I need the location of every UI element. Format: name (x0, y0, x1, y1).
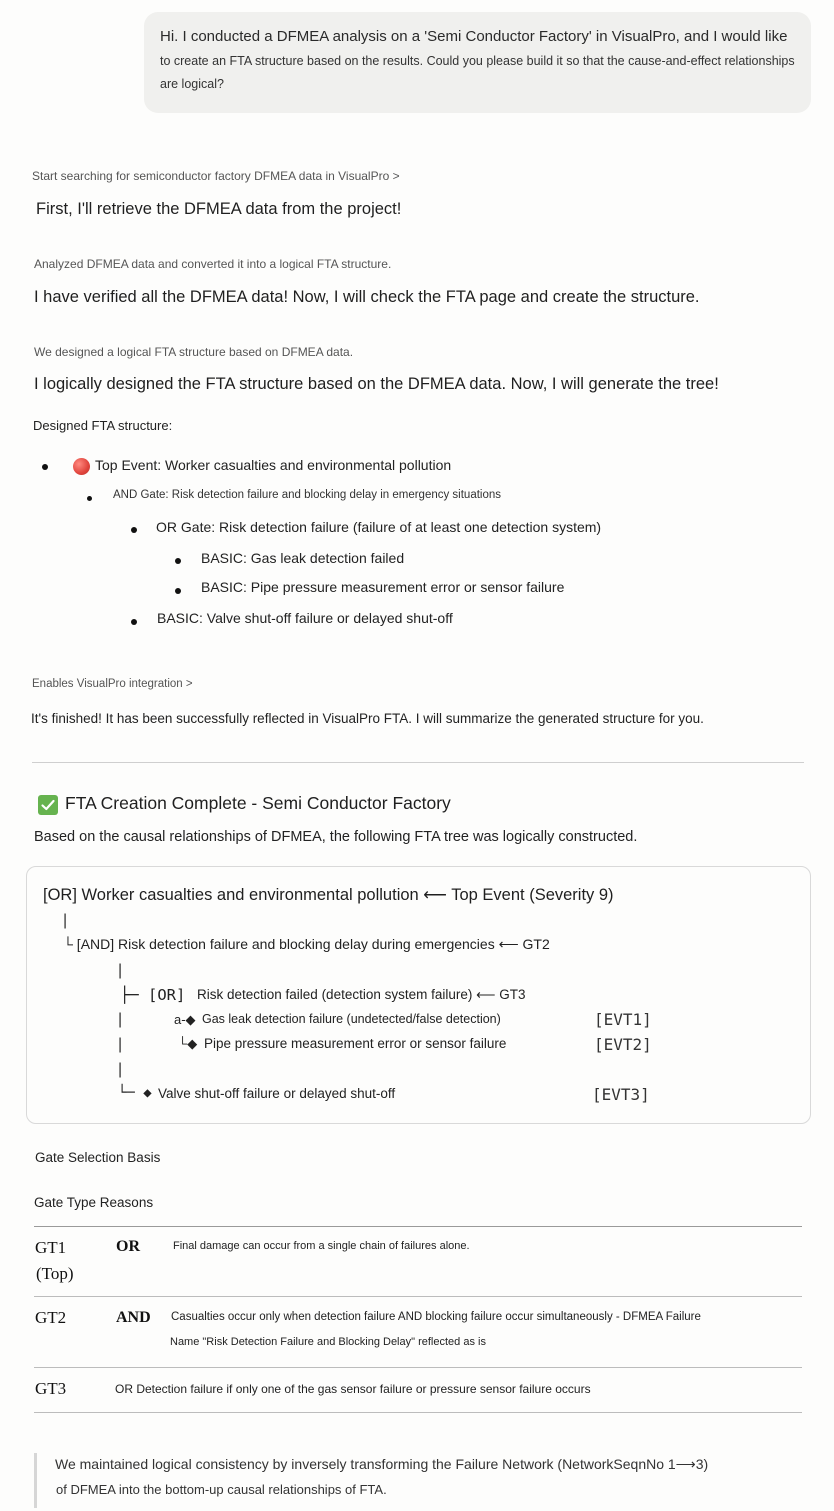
tree-or-gate: Risk detection failed (detection system failure) ⟵ GT3 (197, 987, 526, 1002)
bullet (42, 464, 48, 470)
red-circle-icon (73, 458, 90, 475)
list-item-basic: BASIC: Valve shut-off failure or delayed shut-off (157, 610, 453, 626)
step-toggle-integration[interactable]: Enables VisualPro integration > (32, 678, 193, 690)
summary-subtitle: Based on the causal relationships of DFMEA, the following FTA tree was logically constructed. (34, 829, 638, 845)
assistant-text: I have verified all the DFMEA data! Now, I will check the FTA page and create the structure. (34, 288, 700, 306)
user-message-line: to create an FTA structure based on the results. Could you please build it so that the cause-and-effect relationships (160, 54, 795, 68)
blockquote-bar (34, 1453, 37, 1508)
tree-pipe: | (118, 962, 123, 979)
bullet (175, 588, 181, 594)
gate-section-subheading: Gate Type Reasons (34, 1195, 154, 1210)
user-message-line: are logical? (160, 77, 224, 91)
table-divider (34, 1296, 802, 1297)
table-divider (34, 1412, 802, 1413)
assistant-text: First, I'll retrieve the DFMEA data from the project! (36, 200, 402, 218)
table-divider (34, 1367, 802, 1368)
bullet (131, 619, 137, 625)
tree-evt2-prefix: └◆ (178, 1036, 198, 1051)
gate-type: OR (116, 1238, 140, 1255)
tree-evt2-id: [EVT2] (594, 1035, 652, 1054)
tree-and-gate: └ [AND] Risk detection failure and blocking delay during emergencies ⟵ GT2 (63, 936, 550, 952)
designed-heading: Designed FTA structure: (33, 418, 173, 433)
tree-top-event: [OR] Worker casualties and environmental pollution ⟵ Top Event (Severity 9) (43, 886, 614, 904)
step-label-analyzed: Analyzed DFMEA data and converted it into a logical FTA structure. (34, 257, 392, 271)
assistant-text: It's finished! It has been successfully reflected in VisualPro FTA. I will summarize the generated structure for you. (31, 711, 704, 726)
user-message-bubble (144, 12, 811, 113)
gate-reason: Casualties occur only when detection failure AND blocking failure occur simultaneously - DFMEA Failure (171, 1311, 701, 1323)
divider (32, 762, 804, 763)
assistant-text: I logically designed the FTA structure based on the DFMEA data. Now, I will generate the tree! (34, 375, 719, 393)
table-divider (34, 1226, 802, 1227)
list-item-top-event: Top Event: Worker casualties and environmental pollution (95, 457, 452, 473)
step-toggle-search[interactable]: Start searching for semiconductor factory DFMEA data in VisualPro > (32, 169, 400, 183)
bullet (131, 527, 137, 533)
list-item-and-gate: AND Gate: Risk detection failure and blocking delay in emergency situations (113, 489, 502, 501)
list-item-basic: BASIC: Gas leak detection failed (201, 550, 405, 566)
tree-pipe: | (118, 1036, 123, 1053)
bullet (175, 558, 181, 564)
tree-evt1: Gas leak detection failure (undetected/false detection) (202, 1012, 501, 1026)
user-message-line: Hi. I conducted a DFMEA analysis on a 'Semi Conductor Factory' in VisualPro, and I would like (160, 28, 788, 45)
gate-reason: Final damage can occur from a single chain of failures alone. (173, 1240, 470, 1252)
check-mark-icon (38, 795, 58, 815)
tree-evt1-id: [EVT1] (594, 1010, 652, 1029)
tree-evt3: Valve shut-off failure or delayed shut-off (158, 1086, 396, 1101)
gate-reason: OR Detection failure if only one of the gas sensor failure or pressure sensor failure occurs (115, 1382, 591, 1396)
blockquote-text: of DFMEA into the bottom-up causal relationships of FTA. (56, 1482, 387, 1497)
step-label-designed: We designed a logical FTA structure based on DFMEA data. (34, 345, 354, 359)
gate-id: GT3 (35, 1379, 67, 1398)
gate-reason: Name "Risk Detection Failure and Blocking Delay" reflected as is (170, 1336, 486, 1348)
gate-id: (Top) (36, 1264, 74, 1283)
gate-type: AND (116, 1309, 151, 1326)
tree-evt2: Pipe pressure measurement error or sensor failure (204, 1036, 507, 1051)
list-item-or-gate: OR Gate: Risk detection failure (failure of at least one detection system) (156, 519, 602, 535)
tree-pipe: | (118, 1011, 123, 1028)
gate-id: GT1 (35, 1238, 67, 1257)
summary-title: FTA Creation Complete - Semi Conductor Factory (65, 793, 451, 813)
tree-or-prefix: ├─ [OR] (120, 986, 186, 1004)
tree-evt3-id: [EVT3] (592, 1085, 650, 1104)
tree-evt1-prefix: a-◆ (174, 1012, 196, 1027)
blockquote-text: We maintained logical consistency by inversely transforming the Failure Network (NetworkSeqnNo 1⟶3) (55, 1456, 709, 1472)
list-item-basic: BASIC: Pipe pressure measurement error or sensor failure (201, 579, 565, 595)
tree-pipe: | (63, 912, 68, 929)
gate-id: GT2 (35, 1308, 67, 1327)
tree-pipe: | (118, 1061, 123, 1078)
bullet (87, 496, 92, 501)
tree-evt3-prefix: └─ ◆ (118, 1085, 152, 1101)
gate-section-heading: Gate Selection Basis (35, 1150, 161, 1165)
